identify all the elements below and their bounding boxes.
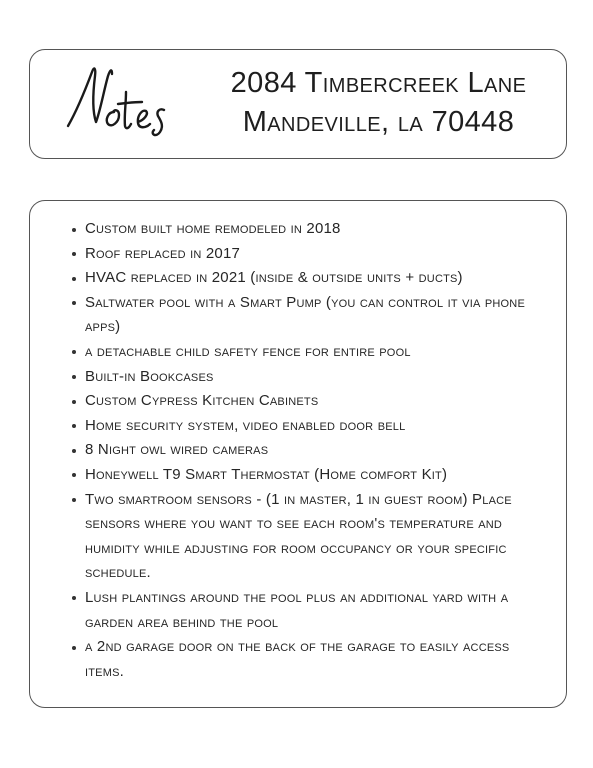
note-item: Home security system, video enabled door bell	[68, 414, 538, 439]
property-address	[206, 64, 551, 142]
notes-list	[68, 217, 538, 684]
note-item: 8 Night owl wired cameras	[68, 438, 538, 463]
note-item: Custom Cypress Kitchen Cabinets	[68, 389, 538, 414]
note-item: Two smartroom sensors - (1 in master, 1 in guest room) Place sensors where you want to see each room's temperature and humidity while adjusting for room occupancy or your specific schedule.	[68, 488, 538, 586]
note-item: Saltwater pool with a Smart Pump (you can control it via phone apps)	[68, 291, 538, 340]
note-item: Honeywell T9 Smart Thermostat (Home comfort Kit)	[68, 463, 538, 488]
note-item: a 2nd garage door on the back of the garage to easily access items.	[68, 635, 538, 684]
address-street: 2084 Timbercreek Lane	[230, 67, 527, 99]
note-item: HVAC replaced in 2021 (inside & outside units + ducts)	[68, 266, 538, 291]
note-item: Lush plantings around the pool plus an additional yard with a garden area behind the pool	[68, 586, 538, 635]
address-city-state-zip: Mandeville, la 70448	[242, 106, 515, 138]
note-item: Custom built home remodeled in 2018	[68, 217, 538, 242]
note-item: a detachable child safety fence for entire pool	[68, 340, 538, 365]
note-item: Built-in Bookcases	[68, 365, 538, 390]
note-item: Roof replaced in 2017	[68, 242, 538, 267]
notes-script-lettering	[62, 54, 192, 154]
notes-script-title	[62, 54, 192, 154]
